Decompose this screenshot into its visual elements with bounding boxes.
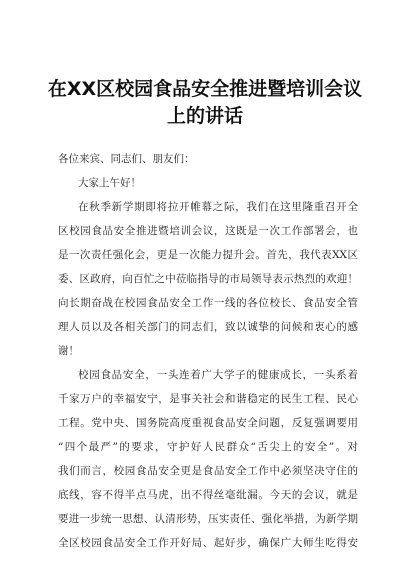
paragraph-line: 校园食品安全，一头连着广大学子的健康成长，一头系着: [78, 369, 358, 381]
paragraph-1: [58, 195, 358, 363]
paragraph-line: 区校园食品安全推进暨培训会议，这既是一次工作部署会，也: [58, 225, 358, 237]
paragraph-line: 千家万户的幸福安宁，是事关社会和谐稳定的民生工程、民心: [58, 393, 358, 405]
paragraph-line: 工程。党中央、国务院高度重视食品安全问题，反复强调要用: [58, 417, 358, 429]
salutation: 各位来宾、同志们、朋友们：: [58, 153, 195, 165]
paragraph-line: 我们而言，校园食品安全更是食品安全工作中必须坚决守住的: [58, 465, 358, 477]
document-title: [40, 76, 370, 130]
paragraph-line: 是一次责任强化会，更是一次能力提升会。首先，我代表XX区: [58, 249, 358, 261]
paragraph-line: 向长期奋战在校园食品安全工作一线的各位校长、食品安全管: [58, 297, 358, 309]
paragraph-line: “四个最严”的要求，守护好人民群众“舌尖上的安全”。对: [58, 441, 358, 453]
paragraph-2: [58, 363, 358, 555]
paragraph-line: 全区校园食品安全工作开好局、起好步，确保广大师生吃得安: [58, 537, 358, 549]
paragraph-line: 谢！: [58, 345, 79, 357]
document-body: [58, 147, 358, 555]
title-line-2: 上的讲话: [166, 105, 243, 127]
greeting: 大家上午好！: [78, 177, 141, 189]
paragraph-line: 委、区政府，向百忙之中莅临指导的市局领导表示热烈的欢迎！: [58, 273, 358, 285]
paragraph-line: 在秋季新学期即将拉开帷幕之际，我们在这里隆重召开全: [78, 201, 358, 213]
paragraph-line: 要进一步统一思想、认清形势，压实责任、强化举措，为新学期: [58, 513, 358, 525]
paragraph-line: 理人员以及各相关部门的同志们，致以诚挚的问候和衷心的感: [58, 321, 358, 333]
paragraph-line: 底线，容不得半点马虎，出不得丝毫纰漏。今天的会议，就是: [58, 489, 358, 501]
title-line-1: 在XX区校园食品安全推进暨培训会议: [47, 78, 363, 100]
